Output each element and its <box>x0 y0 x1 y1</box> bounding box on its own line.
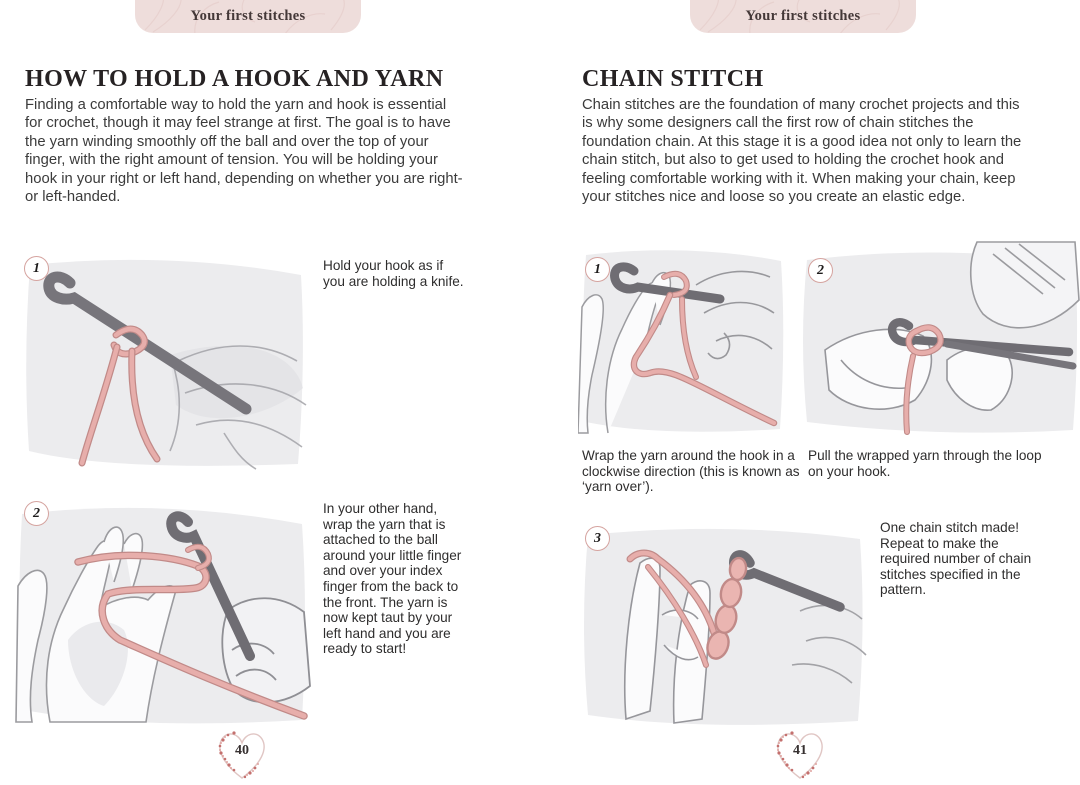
figure-chain-stitch-made <box>578 515 868 731</box>
page-title: CHAIN STITCH <box>582 66 764 92</box>
step-caption: In your other hand, wrap the yarn that is attached to the ball around your little finger and over your index finger from the back to the front. The yarn is now kept taut by your left hand and you are ready to start! <box>323 501 462 657</box>
page-number-heart <box>769 726 831 785</box>
page-number: 41 <box>793 743 807 758</box>
chapter-badge-label: Your first stitches <box>745 8 861 24</box>
chapter-badge-left <box>135 0 361 33</box>
figure-wrap-yarn-hand <box>12 490 312 732</box>
step-caption: One chain stitch made! Repeat to make the required number of chain stitches specified in the pattern. <box>880 520 1032 598</box>
step-number-badge: 3 <box>585 526 610 551</box>
figure-pull-through-loop <box>797 240 1080 438</box>
page-title: HOW TO HOLD A HOOK AND YARN <box>25 66 444 92</box>
figure-hold-hook-knife <box>20 243 310 475</box>
step-caption: Wrap the yarn around the hook in a clockwise direction (this is known as ‘yarn over’). <box>582 448 800 495</box>
step-caption: Pull the wrapped yarn through the loop on your hook. <box>808 448 1042 479</box>
chapter-badge-right <box>690 0 916 33</box>
intro-paragraph: Finding a comfortable way to hold the yarn and hook is essential for crochet, though it may feel strange at first. The goal is to have the yarn winding smoothly off the ball and over the top of your finger, with the right amount of tension. You will be holding your hook in your right or left hand, depending on whether you are right- or left-handed. <box>25 97 463 206</box>
step-caption: Hold your hook as if you are holding a knife. <box>323 258 464 289</box>
chapter-badge-label: Your first stitches <box>190 8 306 24</box>
step-number-badge: 1 <box>585 257 610 282</box>
step-number-badge: 1 <box>24 256 49 281</box>
page-number: 40 <box>235 743 249 758</box>
step-number-badge: 2 <box>24 501 49 526</box>
intro-paragraph: Chain stitches are the foundation of many crochet projects and this is why some designers call the first row of chain stitches the foundation chain. At this stage it is a good idea not only to learn the chain stitch, but also to get used to holding the crochet hook and feeling comfortable working with it. When making your chain, keep your stitches nice and loose so you create an elastic edge. <box>582 97 1022 206</box>
page-number-heart <box>211 726 273 785</box>
step-number-badge: 2 <box>808 258 833 283</box>
